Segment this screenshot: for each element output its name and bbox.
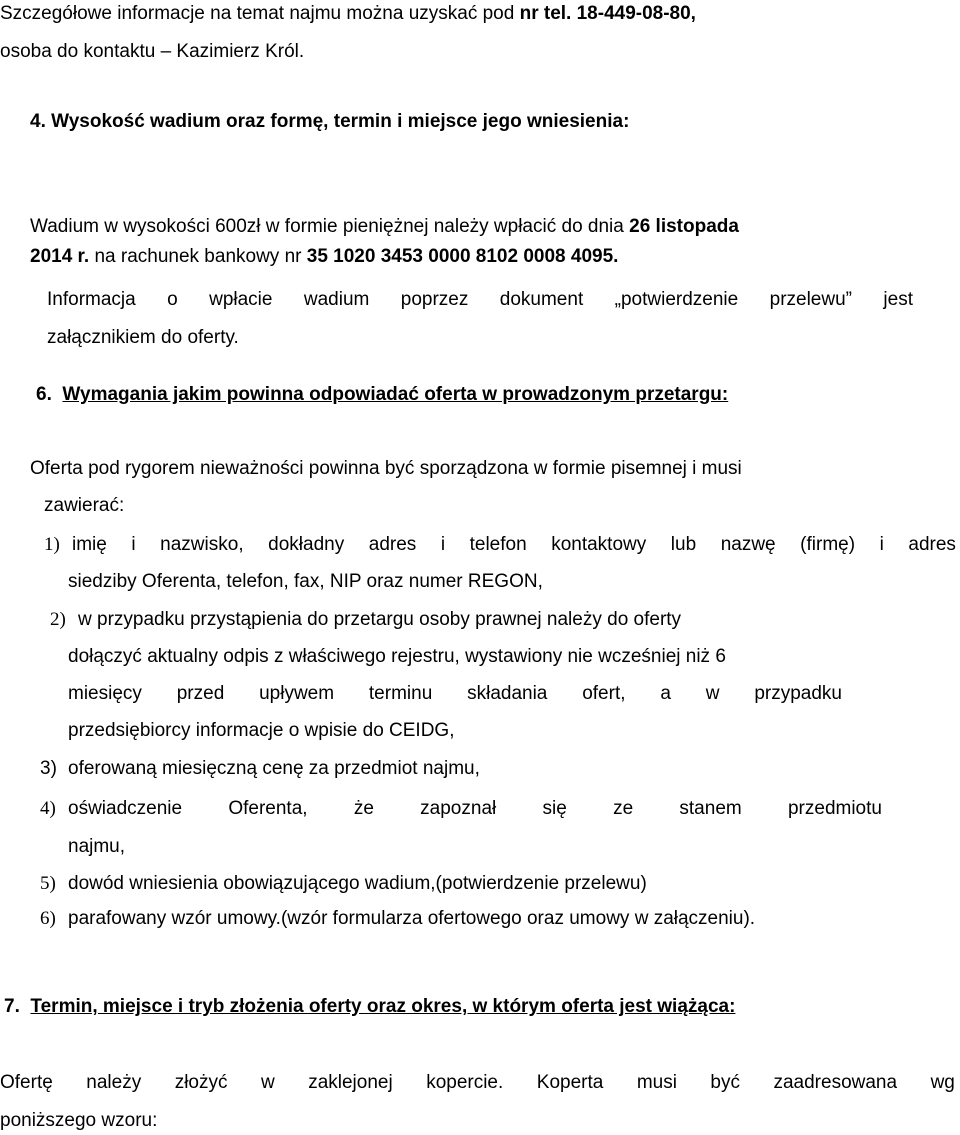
section-4-para-1-line-1: Wadium w wysokości 600zł w formie pieniężnej należy wpłacić do dnia 26 listopada	[30, 216, 739, 237]
intro-line-2	[0, 40, 304, 64]
word: musi	[636, 1072, 677, 1093]
word: stanem	[679, 798, 742, 819]
word: jest	[883, 289, 913, 310]
word: i	[879, 534, 884, 555]
word: wpłacie	[209, 289, 273, 310]
word: telefon	[469, 534, 527, 555]
word: Informacja	[47, 289, 136, 310]
word: przed	[176, 683, 225, 704]
word: ze	[613, 798, 634, 819]
list-item-5: 5) dowód wniesienia obowiązującego wadium,(potwierdzenie przelewu)	[40, 873, 647, 894]
section-7-para-line-1	[0, 1071, 955, 1095]
word: przedmiotu	[787, 798, 882, 819]
word: Koperta	[536, 1072, 604, 1093]
contact-person: osoba do kontaktu – Kazimierz Król.	[0, 41, 305, 62]
section-4-para-1-line-2: 2014 r. na rachunek bankowy nr 35 1020 3453 0000 8102 0008 4095.	[30, 246, 619, 267]
word: „potwierdzenie	[614, 289, 739, 310]
list-item-4	[40, 797, 882, 821]
intro-text: Szczegółowe informacje na temat najmu można uzyskać pod	[0, 3, 520, 24]
list-number: 5)	[40, 873, 56, 894]
word: być	[710, 1072, 740, 1093]
word: kopercie.	[426, 1072, 504, 1093]
list-item-4-cont: najmu,	[68, 836, 126, 857]
word: że	[353, 798, 374, 819]
list-item-3: 3) oferowaną miesięczną cenę za przedmiot najmu,	[40, 758, 480, 779]
word: Oferenta,	[228, 798, 308, 819]
word: adres	[368, 534, 417, 555]
section-7-para-line-2: poniższego wzoru:	[0, 1110, 158, 1131]
word: kontaktowy	[551, 534, 647, 555]
section-6-heading: 6. Wymagania jakim powinna odpowiadać oferta w prowadzonym przetargu:	[36, 384, 729, 405]
list-item-2: 2) w przypadku przystąpienia do przetargu osoby prawnej należy do oferty	[50, 609, 682, 630]
list-item-2-cont-1: dołączyć aktualny odpis z właściwego rejestru, wystawiony nie wcześniej niż 6	[68, 646, 726, 667]
word: zaklejonej	[308, 1072, 393, 1093]
word: oświadczenie	[68, 798, 183, 819]
word: przelewu”	[769, 289, 852, 310]
word: składania	[467, 683, 548, 704]
word: poprzez	[400, 289, 469, 310]
word: terminu	[368, 683, 433, 704]
word: upływem	[259, 683, 335, 704]
word: nazwę	[720, 534, 776, 555]
list-number: 4)	[40, 798, 56, 819]
list-number: 2)	[50, 609, 66, 630]
word: dokument	[499, 289, 584, 310]
list-item-1	[44, 533, 956, 557]
bank-account-number: 35 1020 3453 0000 8102 0008 4095.	[306, 246, 619, 267]
intro-line-1	[0, 2, 696, 26]
phone-number: nr tel. 18-449-08-80,	[519, 3, 696, 24]
word: w	[260, 1072, 275, 1093]
word: dokładny	[268, 534, 345, 555]
word: ofert,	[582, 683, 626, 704]
word: nazwisko,	[160, 534, 244, 555]
list-item-6: 6) parafowany wzór umowy.(wzór formularza ofertowego oraz umowy w załączeniu).	[40, 908, 756, 929]
list-item-2-cont-2	[68, 682, 842, 706]
word: (firmę)	[800, 534, 856, 555]
word: i	[440, 534, 446, 555]
word: się	[542, 798, 567, 819]
word: lub	[670, 534, 697, 555]
word: wadium	[303, 289, 370, 310]
word: i	[131, 534, 136, 555]
list-item-2-cont-3: przedsiębiorcy informacje o wpisie do CEIDG,	[68, 720, 455, 741]
section-4-para-2-line-2: załącznikiem do oferty.	[47, 327, 239, 348]
word: o	[167, 289, 178, 310]
word: Ofertę	[0, 1072, 53, 1093]
section-4-heading: 4. Wysokość wadium oraz formę, termin i miejsce jego wniesienia:	[30, 111, 630, 132]
deadline-date: 26 listopada	[629, 216, 739, 237]
list-number: 6)	[40, 908, 56, 929]
word: adres	[908, 534, 956, 555]
section-6-intro-line-1: Oferta pod rygorem nieważności powinna być sporządzona w formie pisemnej i musi	[30, 458, 742, 479]
list-number: 1)	[44, 534, 60, 555]
word: przypadku	[754, 683, 842, 704]
section-7-heading: 7. Termin, miejsce i tryb złożenia oferty oraz okres, w którym oferta jest wiążąca:	[4, 996, 736, 1017]
section-4-para-2-line-1	[47, 288, 913, 312]
word: wg	[930, 1072, 955, 1093]
word: należy	[86, 1072, 142, 1093]
section-6-intro-line-2: zawierać:	[44, 495, 125, 516]
word: zapoznał	[420, 798, 497, 819]
list-number: 3)	[40, 758, 57, 779]
word: w	[705, 683, 720, 704]
word: złożyć	[174, 1072, 228, 1093]
list-item-1-cont: siedziby Oferenta, telefon, fax, NIP oraz numer REGON,	[68, 571, 543, 592]
word: miesięcy	[68, 683, 142, 704]
word: imię	[72, 534, 107, 555]
word: zaadresowana	[773, 1072, 898, 1093]
word: a	[660, 683, 671, 704]
